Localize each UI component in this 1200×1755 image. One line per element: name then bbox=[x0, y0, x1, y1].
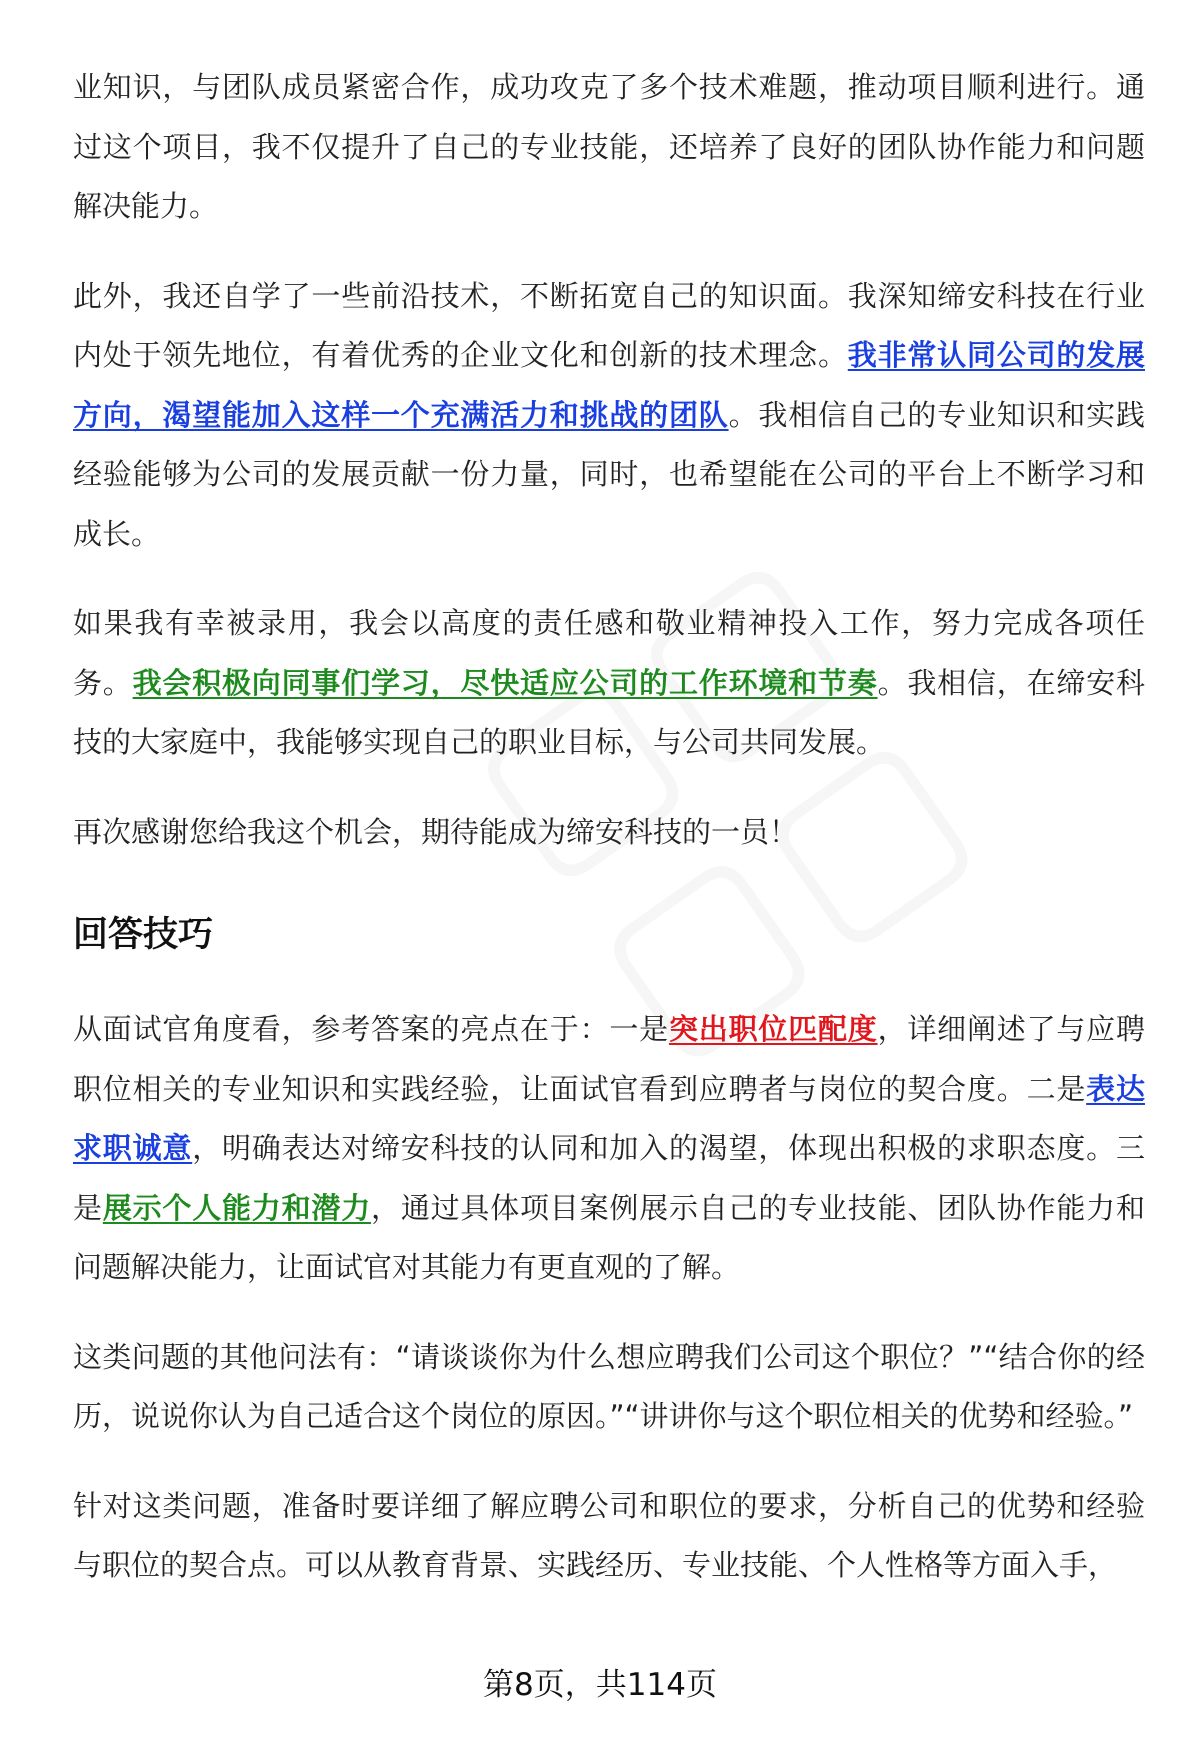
paragraph-3-text-a: 如果我有幸被录用，我会以高度的责任感和敬业精神投入工作，努力完成各项任务。 bbox=[73, 606, 1145, 700]
document-body bbox=[73, 58, 1145, 1596]
paragraph-5 bbox=[73, 1000, 1145, 1298]
highlight-red-position-fit: 突出职位匹配度 bbox=[668, 1012, 878, 1046]
paragraph-3 bbox=[73, 594, 1145, 773]
paragraph-5-text-c: ，明确表达对缔安科技的认同和加入的渴望，体现出积极的求职态度。三是 bbox=[73, 1131, 1145, 1225]
section-heading: 回答技巧 bbox=[73, 915, 214, 955]
paragraph-1: 业知识，与团队成员紧密合作，成功攻克了多个技术难题，推动项目顺利进行。通过这个项目，我不仅提升了自己的专业技能，还培养了良好的团队协作能力和问题解决能力。 bbox=[73, 70, 1145, 223]
paragraph-2 bbox=[73, 267, 1145, 565]
highlight-green-ability: 展示个人能力和潜力 bbox=[102, 1190, 372, 1225]
paragraph-4: 再次感谢您给我这个机会，期待能成为缔安科技的一员！ bbox=[73, 814, 799, 849]
paragraph-3-text-b: 。我相信，在缔安科技的大家庭中，我能够实现自己的职业目标，与公司共同发展。 bbox=[73, 665, 1145, 759]
paragraph-5-text-d: ，通过具体项目案例展示自己的专业技能、团队协作能力和问题解决能力，让面试官对其能力有更直观的了解。 bbox=[73, 1190, 1145, 1284]
highlight-blue-sincerity: 表达求职诚意 bbox=[73, 1071, 1145, 1165]
paragraph-2-text-a: 此外，我还自学了一些前沿技术，不断拓宽自己的知识面。我深知缔安科技在行业内处于领先地位，有着优秀的企业文化和创新的技术理念。 bbox=[73, 278, 1145, 372]
paragraph-5-text-b: ，详细阐述了与应聘职位相关的专业知识和实践经验，让面试官看到应聘者与岗位的契合度。二是 bbox=[73, 1012, 1145, 1106]
highlight-green-learn-adapt: 我会积极向同事们学习，尽快适应公司的工作环境和节奏 bbox=[132, 665, 878, 700]
highlight-blue-company-direction: 我非常认同公司的发展方向，渴望能加入这样一个充满活力和挑战的团队 bbox=[73, 338, 1145, 432]
paragraph-7: 针对这类问题，准备时要详细了解应聘公司和职位的要求，分析自己的优势和经验与职位的契合点。可以从教育背景、实践经历、专业技能、个人性格等方面入手， bbox=[73, 1488, 1145, 1582]
page-number: 第8页，共114页 bbox=[483, 1667, 717, 1703]
paragraph-6: 这类问题的其他问法有：“请谈谈你为什么想应聘我们公司这个职位？”“结合你的经历，说说你认为自己适合这个岗位的原因。”“讲讲你与这个职位相关的优势和经验。” bbox=[73, 1339, 1145, 1433]
paragraph-5-text-a: 从面试官角度看，参考答案的亮点在于：一是 bbox=[73, 1012, 669, 1046]
paragraph-2-text-b: 。我相信自己的专业知识和实践经验能够为公司的发展贡献一份力量，同时，也希望能在公司的平台上不断学习和成长。 bbox=[73, 397, 1145, 551]
